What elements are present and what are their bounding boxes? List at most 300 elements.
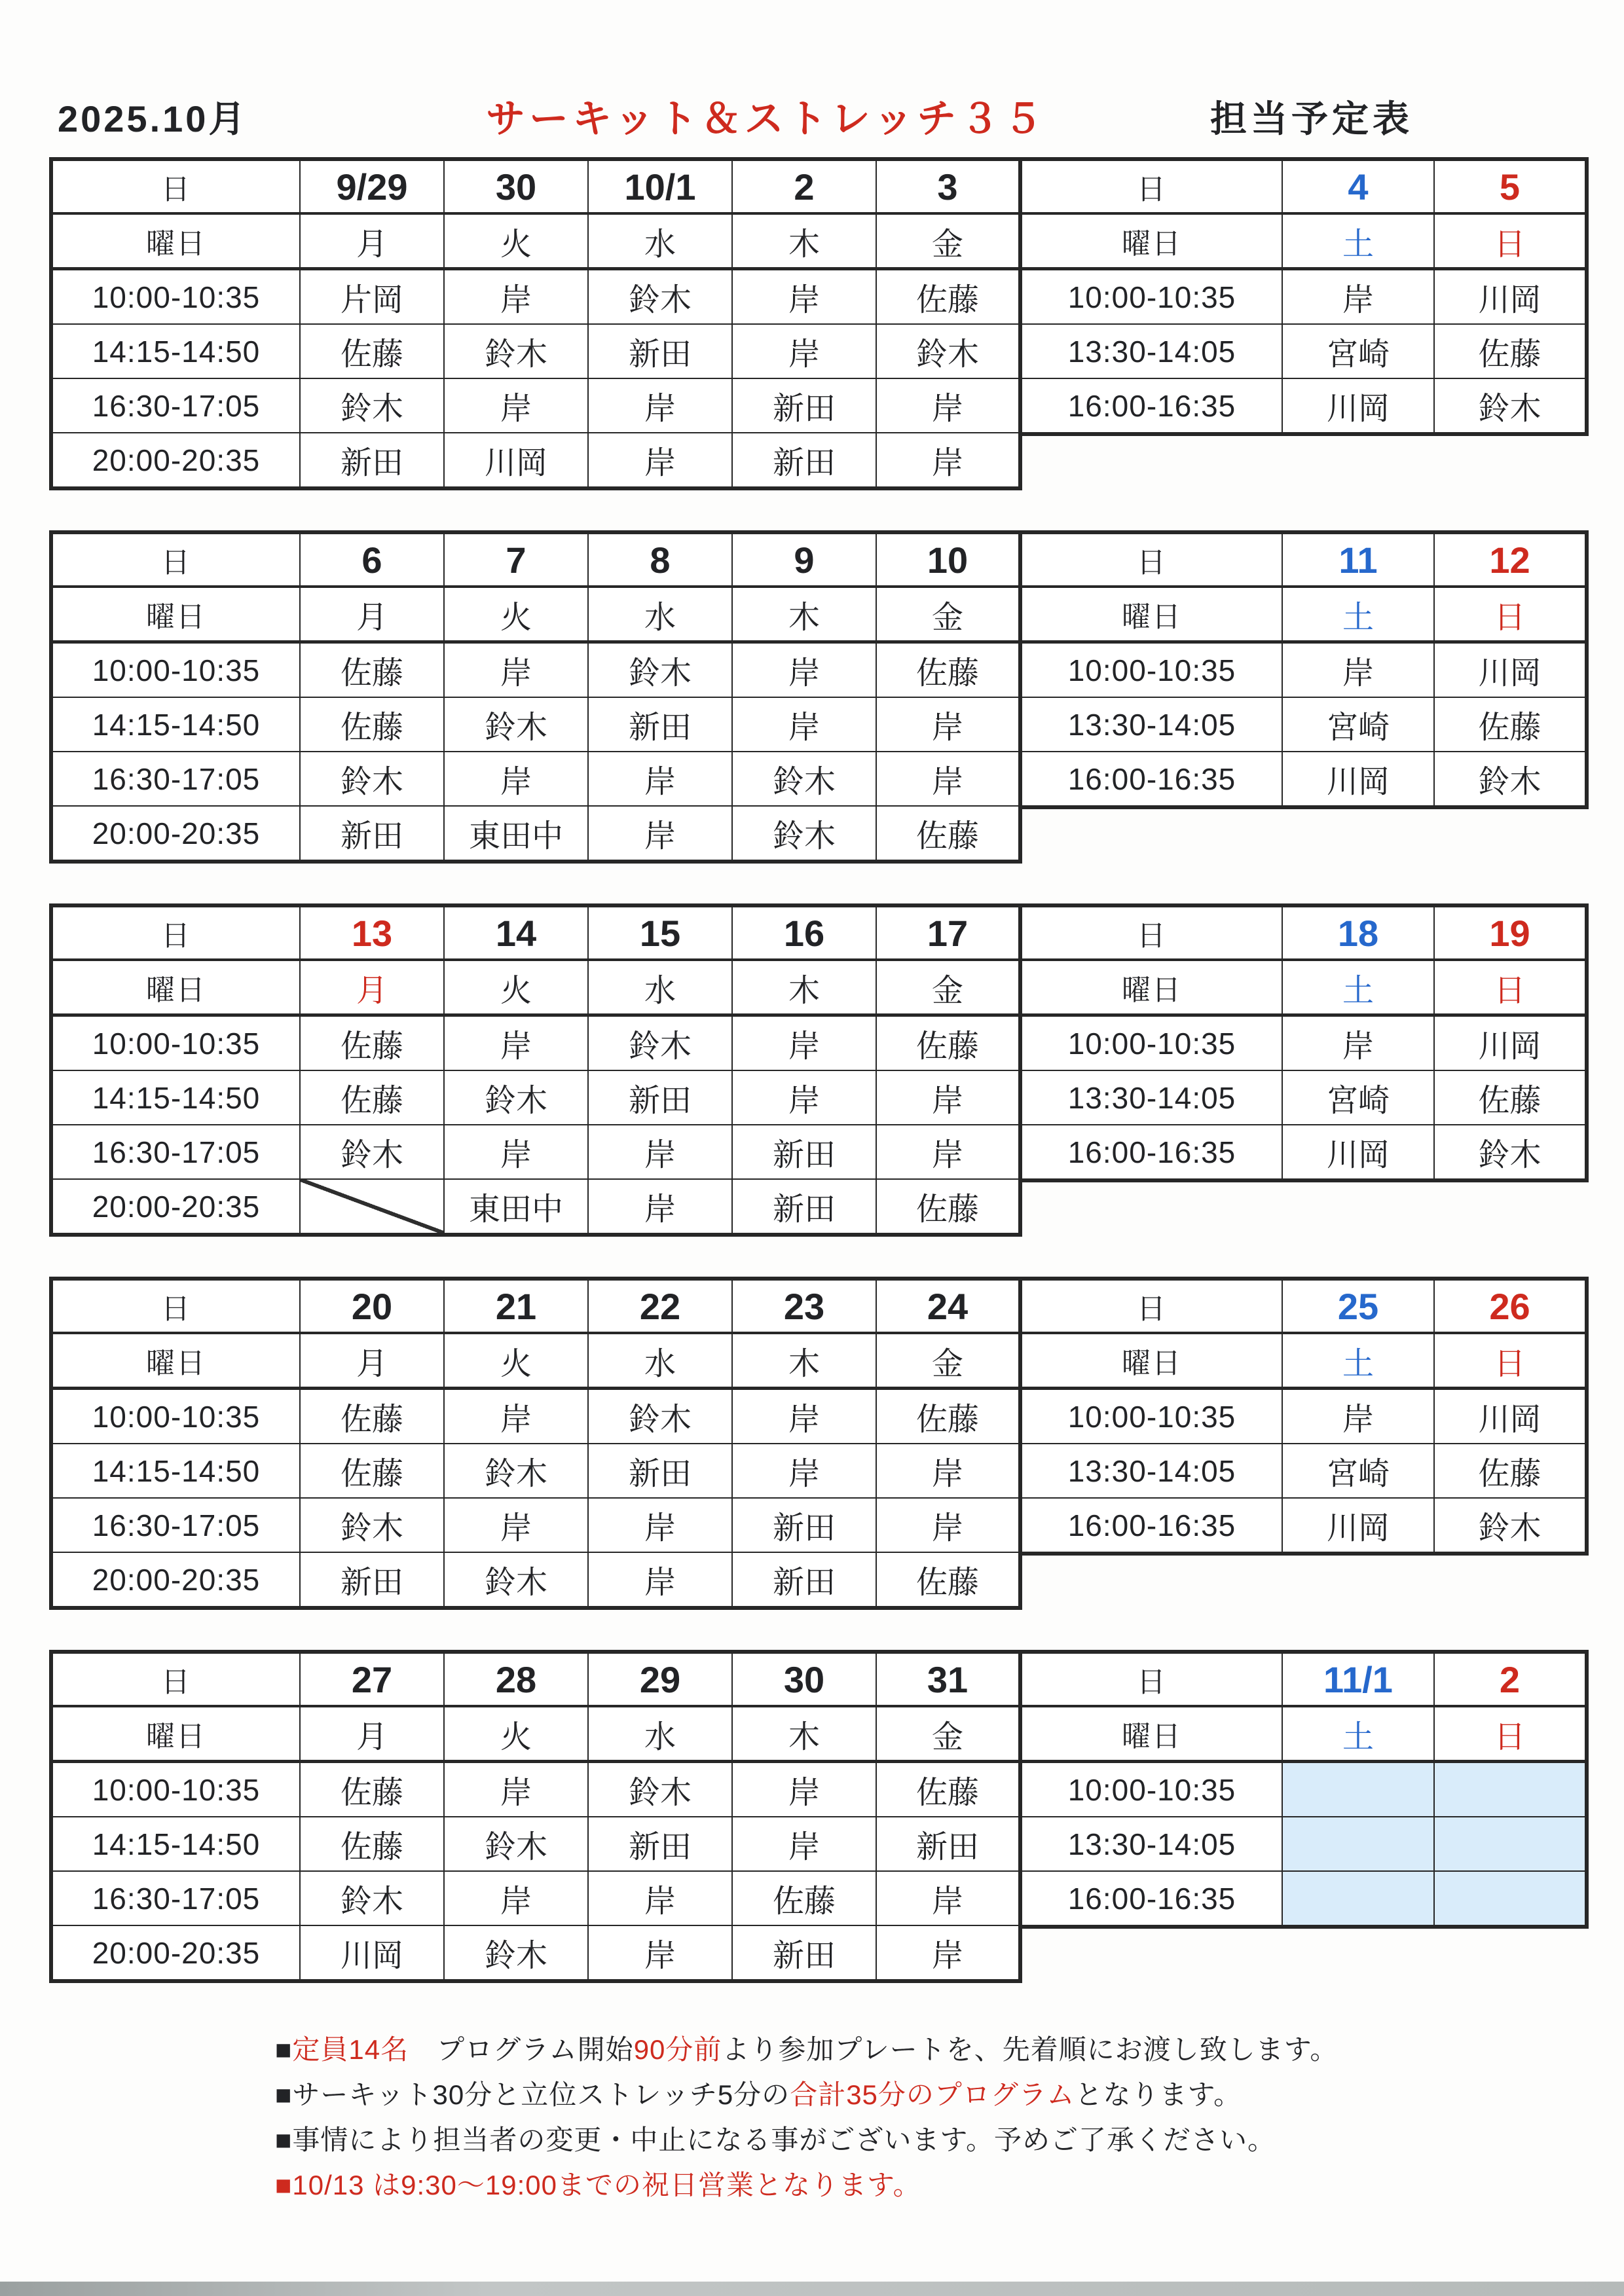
weekday-row <box>1020 587 1587 642</box>
date-cell: 26 <box>1434 1279 1587 1333</box>
staff-cell: 佐藤 <box>876 269 1020 325</box>
time-row <box>51 1498 1020 1552</box>
date-cell: 9/29 <box>300 159 444 213</box>
week-3-right-table <box>1018 903 1589 1182</box>
staff-cell: 佐藤 <box>300 1444 444 1498</box>
staff-cell: 岸 <box>732 324 876 378</box>
week-5-right-table <box>1018 1650 1589 1929</box>
date-cell: 31 <box>876 1652 1020 1706</box>
date-row <box>1020 1279 1587 1333</box>
time-slot-cell: 20:00-20:35 <box>51 1179 300 1235</box>
weekday-cell: 木 <box>732 213 876 269</box>
date-row <box>1020 532 1587 587</box>
date-cell: 13 <box>300 905 444 960</box>
weekday-cell: 火 <box>444 213 588 269</box>
time-row <box>1020 1015 1587 1071</box>
staff-cell: 鈴木 <box>300 1498 444 1552</box>
weekday-row <box>1020 1706 1587 1762</box>
date-row-label: 日 <box>51 532 300 587</box>
time-slot-cell: 14:15-14:50 <box>51 697 300 752</box>
cancelled-cell <box>300 1179 444 1235</box>
staff-cell: 岸 <box>732 1015 876 1071</box>
weekday-cell: 日 <box>1434 213 1587 269</box>
time-row <box>51 1762 1020 1817</box>
date-cell: 17 <box>876 905 1020 960</box>
date-cell: 11 <box>1282 532 1434 587</box>
staff-cell: 宮崎 <box>1282 697 1434 752</box>
time-slot-cell: 16:00-16:35 <box>1020 378 1282 434</box>
empty-cell <box>1434 1871 1587 1927</box>
staff-cell: 鈴木 <box>300 1125 444 1179</box>
date-cell: 28 <box>444 1652 588 1706</box>
staff-cell: 川岡 <box>1282 378 1434 434</box>
staff-cell: 新田 <box>300 1552 444 1608</box>
date-row-label: 日 <box>51 159 300 213</box>
date-row-label: 日 <box>51 1279 300 1333</box>
staff-cell: 新田 <box>588 697 732 752</box>
note-text-segment: 合計35分のプログラム <box>790 2079 1075 2110</box>
date-row <box>51 532 1020 587</box>
staff-cell: 岸 <box>588 433 732 488</box>
date-cell: 19 <box>1434 905 1587 960</box>
time-slot-cell: 10:00-10:35 <box>1020 1015 1282 1071</box>
staff-cell: 宮崎 <box>1282 1444 1434 1498</box>
note-text-segment: 90分前 <box>633 2034 722 2065</box>
staff-cell: 岸 <box>444 1389 588 1444</box>
staff-cell: 新田 <box>588 1070 732 1125</box>
week-4-block <box>49 1277 1585 1600</box>
weekday-row <box>51 587 1020 642</box>
weekday-cell: 木 <box>732 960 876 1015</box>
weekday-cell: 金 <box>876 1706 1020 1762</box>
staff-cell: 佐藤 <box>300 1389 444 1444</box>
weekday-row-label: 曜日 <box>1020 960 1282 1015</box>
date-row-label: 日 <box>1020 905 1282 960</box>
staff-cell: 岸 <box>732 1817 876 1871</box>
staff-cell: 岸 <box>876 433 1020 488</box>
staff-cell: 岸 <box>588 1871 732 1925</box>
weekday-cell: 月 <box>300 960 444 1015</box>
staff-cell: 新田 <box>588 1444 732 1498</box>
staff-cell: 鈴木 <box>588 269 732 325</box>
staff-cell: 川岡 <box>1434 1015 1587 1071</box>
staff-cell: 鈴木 <box>588 642 732 698</box>
time-slot-cell: 14:15-14:50 <box>51 1070 300 1125</box>
note-text-segment: ■10/13 は9:30～19:00までの祝日営業となります。 <box>275 2170 921 2200</box>
time-row <box>1020 1762 1587 1817</box>
staff-cell: 新田 <box>732 1552 876 1608</box>
date-cell: 16 <box>732 905 876 960</box>
staff-cell: 川岡 <box>1434 1389 1587 1444</box>
note-line-3 <box>275 2117 1559 2162</box>
header-subtitle: 担当予定表 <box>1210 98 1413 139</box>
time-row <box>51 1817 1020 1871</box>
staff-cell: 鈴木 <box>444 1817 588 1871</box>
time-row <box>1020 1444 1587 1498</box>
time-row <box>51 806 1020 862</box>
date-cell: 10 <box>876 532 1020 587</box>
weekday-cell: 月 <box>300 587 444 642</box>
weekday-row-label: 曜日 <box>1020 1706 1282 1762</box>
staff-cell: 鈴木 <box>1434 378 1587 434</box>
staff-cell: 佐藤 <box>1434 697 1587 752</box>
staff-cell: 岸 <box>876 1925 1020 1981</box>
staff-cell: 鈴木 <box>1434 1498 1587 1554</box>
page-title: サーキット＆ストレッチ３５ <box>486 97 1047 141</box>
staff-cell: 佐藤 <box>876 1179 1020 1235</box>
staff-cell: 川岡 <box>444 433 588 488</box>
staff-cell: 岸 <box>444 378 588 433</box>
weekday-cell: 水 <box>588 960 732 1015</box>
staff-cell: 岸 <box>588 1552 732 1608</box>
date-cell: 4 <box>1282 159 1434 213</box>
staff-cell: 東田中 <box>444 1179 588 1235</box>
staff-cell: 鈴木 <box>588 1762 732 1817</box>
staff-cell: 鈴木 <box>1434 1125 1587 1180</box>
date-cell: 10/1 <box>588 159 732 213</box>
weekday-cell: 日 <box>1434 1706 1587 1762</box>
note-text-segment: より参加プレートを、先着順にお渡し致します。 <box>722 2034 1338 2065</box>
time-row <box>1020 324 1587 378</box>
staff-cell: 岸 <box>444 269 588 325</box>
weekday-cell: 日 <box>1434 1333 1587 1389</box>
time-row <box>51 1070 1020 1125</box>
staff-cell: 佐藤 <box>300 1015 444 1071</box>
weekday-row-label: 曜日 <box>51 1333 300 1389</box>
staff-cell: 岸 <box>444 1498 588 1552</box>
staff-cell: 新田 <box>732 1125 876 1179</box>
date-cell: 5 <box>1434 159 1587 213</box>
weekday-cell: 土 <box>1282 960 1434 1015</box>
staff-cell: 川岡 <box>1282 752 1434 807</box>
staff-cell: 鈴木 <box>1434 752 1587 807</box>
staff-cell: 佐藤 <box>300 697 444 752</box>
date-row-label: 日 <box>1020 1652 1282 1706</box>
staff-cell: 岸 <box>588 1925 732 1981</box>
staff-cell: 鈴木 <box>444 1552 588 1608</box>
time-row <box>1020 1125 1587 1180</box>
time-row <box>51 1444 1020 1498</box>
staff-cell: 岸 <box>444 1871 588 1925</box>
date-row <box>51 1652 1020 1706</box>
staff-cell: 佐藤 <box>876 1389 1020 1444</box>
time-row <box>51 1389 1020 1444</box>
time-slot-cell: 13:30-14:05 <box>1020 1070 1282 1125</box>
time-row <box>1020 697 1587 752</box>
time-slot-cell: 16:30-17:05 <box>51 1125 300 1179</box>
weekday-cell: 月 <box>300 1706 444 1762</box>
staff-cell: 岸 <box>732 642 876 698</box>
weekday-row-label: 曜日 <box>51 1706 300 1762</box>
weekday-cell: 水 <box>588 587 732 642</box>
staff-cell: 鈴木 <box>300 378 444 433</box>
time-slot-cell: 10:00-10:35 <box>51 1015 300 1071</box>
staff-cell: 佐藤 <box>300 1817 444 1871</box>
weekday-cell: 土 <box>1282 213 1434 269</box>
date-row <box>1020 159 1587 213</box>
time-slot-cell: 13:30-14:05 <box>1020 697 1282 752</box>
weekday-cell: 金 <box>876 960 1020 1015</box>
empty-cell <box>1282 1762 1434 1817</box>
weekday-row-label: 曜日 <box>1020 213 1282 269</box>
staff-cell: 新田 <box>732 1498 876 1552</box>
date-cell: 24 <box>876 1279 1020 1333</box>
weekday-cell: 水 <box>588 1333 732 1389</box>
week-4-left-table <box>49 1277 1022 1610</box>
time-slot-cell: 10:00-10:35 <box>51 269 300 325</box>
staff-cell: 岸 <box>1282 1389 1434 1444</box>
date-cell: 27 <box>300 1652 444 1706</box>
time-slot-cell: 14:15-14:50 <box>51 324 300 378</box>
note-line-4 <box>275 2162 1559 2208</box>
date-cell: 29 <box>588 1652 732 1706</box>
time-row <box>1020 378 1587 434</box>
weekday-cell: 月 <box>300 1333 444 1389</box>
staff-cell: 岸 <box>732 697 876 752</box>
date-cell: 11/1 <box>1282 1652 1434 1706</box>
staff-cell: 岸 <box>588 1125 732 1179</box>
staff-cell: 鈴木 <box>732 806 876 862</box>
weekday-row-label: 曜日 <box>51 960 300 1015</box>
time-slot-cell: 16:00-16:35 <box>1020 1871 1282 1927</box>
staff-cell: 岸 <box>732 1389 876 1444</box>
time-row <box>1020 752 1587 807</box>
date-cell: 25 <box>1282 1279 1434 1333</box>
staff-cell: 佐藤 <box>1434 1070 1587 1125</box>
staff-cell: 佐藤 <box>876 806 1020 862</box>
time-slot-cell: 13:30-14:05 <box>1020 1817 1282 1871</box>
staff-cell: 岸 <box>444 1015 588 1071</box>
staff-cell: 岸 <box>588 1179 732 1235</box>
date-cell: 30 <box>444 159 588 213</box>
staff-cell: 新田 <box>732 1179 876 1235</box>
date-cell: 30 <box>732 1652 876 1706</box>
weekday-row-label: 曜日 <box>51 213 300 269</box>
weekday-cell: 金 <box>876 213 1020 269</box>
date-cell: 7 <box>444 532 588 587</box>
staff-cell: 鈴木 <box>300 752 444 806</box>
staff-cell: 岸 <box>876 378 1020 433</box>
empty-cell <box>1434 1817 1587 1871</box>
staff-cell: 岸 <box>876 1125 1020 1179</box>
date-cell: 22 <box>588 1279 732 1333</box>
staff-cell: 新田 <box>588 324 732 378</box>
empty-cell <box>1282 1817 1434 1871</box>
staff-cell: 新田 <box>588 1817 732 1871</box>
date-cell: 21 <box>444 1279 588 1333</box>
week-4-right-table <box>1018 1277 1589 1556</box>
time-slot-cell: 20:00-20:35 <box>51 1552 300 1608</box>
date-cell: 6 <box>300 532 444 587</box>
time-row <box>51 1871 1020 1925</box>
date-cell: 3 <box>876 159 1020 213</box>
staff-cell: 岸 <box>588 752 732 806</box>
date-row-label: 日 <box>51 905 300 960</box>
staff-cell: 岸 <box>444 1762 588 1817</box>
date-row <box>51 1279 1020 1333</box>
time-slot-cell: 16:00-16:35 <box>1020 752 1282 807</box>
date-cell: 23 <box>732 1279 876 1333</box>
staff-cell: 佐藤 <box>876 1762 1020 1817</box>
staff-cell: 佐藤 <box>876 642 1020 698</box>
staff-cell: 岸 <box>588 378 732 433</box>
note-line-1 <box>275 2027 1559 2072</box>
staff-cell: 岸 <box>588 806 732 862</box>
weekday-cell: 日 <box>1434 960 1587 1015</box>
staff-cell: 岸 <box>876 1444 1020 1498</box>
weekday-cell: 木 <box>732 587 876 642</box>
week-1-left-table <box>49 157 1022 490</box>
time-row <box>1020 642 1587 698</box>
weekday-row <box>1020 213 1587 269</box>
staff-cell: 鈴木 <box>444 1925 588 1981</box>
weekday-cell: 水 <box>588 1706 732 1762</box>
date-cell: 2 <box>732 159 876 213</box>
time-slot-cell: 10:00-10:35 <box>51 1762 300 1817</box>
staff-cell: 岸 <box>876 1871 1020 1925</box>
staff-cell: 岸 <box>876 1498 1020 1552</box>
staff-cell: 鈴木 <box>444 324 588 378</box>
time-row <box>51 1125 1020 1179</box>
staff-cell: 鈴木 <box>876 324 1020 378</box>
staff-cell: 鈴木 <box>588 1389 732 1444</box>
staff-cell: 川岡 <box>300 1925 444 1981</box>
time-slot-cell: 20:00-20:35 <box>51 806 300 862</box>
time-row <box>51 642 1020 698</box>
staff-cell: 佐藤 <box>300 324 444 378</box>
note-text-segment: 定員14名 <box>292 2034 409 2065</box>
week-2-block <box>49 530 1585 854</box>
time-row <box>1020 1389 1587 1444</box>
date-cell: 20 <box>300 1279 444 1333</box>
staff-cell: 東田中 <box>444 806 588 862</box>
weekday-row <box>1020 960 1587 1015</box>
staff-cell: 岸 <box>732 269 876 325</box>
date-cell: 15 <box>588 905 732 960</box>
time-row <box>51 1552 1020 1608</box>
date-cell: 2 <box>1434 1652 1587 1706</box>
staff-cell: 川岡 <box>1434 269 1587 325</box>
time-slot-cell: 16:30-17:05 <box>51 1498 300 1552</box>
time-row <box>1020 1871 1587 1927</box>
weekday-row-label: 曜日 <box>1020 1333 1282 1389</box>
staff-cell: 岸 <box>876 752 1020 806</box>
weekday-cell: 金 <box>876 1333 1020 1389</box>
time-slot-cell: 10:00-10:35 <box>51 642 300 698</box>
time-slot-cell: 16:30-17:05 <box>51 752 300 806</box>
week-5-left-table <box>49 1650 1022 1983</box>
staff-cell: 岸 <box>876 697 1020 752</box>
time-row <box>1020 1498 1587 1554</box>
staff-cell: 鈴木 <box>444 697 588 752</box>
time-slot-cell: 14:15-14:50 <box>51 1817 300 1871</box>
weekday-cell: 月 <box>300 213 444 269</box>
time-slot-cell: 13:30-14:05 <box>1020 1444 1282 1498</box>
weekday-cell: 木 <box>732 1333 876 1389</box>
note-text-segment: ■サーキット30分と立位ストレッチ5分の <box>275 2079 790 2110</box>
note-text-segment: ■ <box>275 2034 293 2065</box>
time-row <box>1020 1070 1587 1125</box>
weekday-row-label: 曜日 <box>51 587 300 642</box>
time-row <box>51 378 1020 433</box>
date-cell: 12 <box>1434 532 1587 587</box>
staff-cell: 岸 <box>444 752 588 806</box>
staff-cell: 新田 <box>300 806 444 862</box>
staff-cell: 岸 <box>1282 1015 1434 1071</box>
weekday-row-label: 曜日 <box>1020 587 1282 642</box>
weekday-cell: 火 <box>444 1706 588 1762</box>
staff-cell: 岸 <box>588 1498 732 1552</box>
time-slot-cell: 20:00-20:35 <box>51 1925 300 1981</box>
week-1-block <box>49 157 1585 481</box>
staff-cell: 佐藤 <box>300 1762 444 1817</box>
note-text-segment: プログラム開始 <box>409 2034 634 2065</box>
staff-cell: 佐藤 <box>732 1871 876 1925</box>
time-slot-cell: 16:30-17:05 <box>51 378 300 433</box>
time-row <box>51 324 1020 378</box>
staff-cell: 鈴木 <box>444 1444 588 1498</box>
time-slot-cell: 10:00-10:35 <box>51 1389 300 1444</box>
staff-cell: 佐藤 <box>300 1070 444 1125</box>
date-row-label: 日 <box>51 1652 300 1706</box>
date-row-label: 日 <box>1020 532 1282 587</box>
weekday-row <box>51 960 1020 1015</box>
date-row <box>51 905 1020 960</box>
date-cell: 14 <box>444 905 588 960</box>
staff-cell: 宮崎 <box>1282 1070 1434 1125</box>
staff-cell: 新田 <box>732 378 876 433</box>
weekday-cell: 土 <box>1282 1706 1434 1762</box>
time-slot-cell: 20:00-20:35 <box>51 433 300 488</box>
weekday-cell: 土 <box>1282 587 1434 642</box>
time-slot-cell: 10:00-10:35 <box>1020 1389 1282 1444</box>
time-row <box>51 1015 1020 1071</box>
time-row <box>51 269 1020 325</box>
note-line-2 <box>275 2072 1559 2117</box>
week-3-block <box>49 903 1585 1227</box>
time-row <box>1020 269 1587 325</box>
time-slot-cell: 14:15-14:50 <box>51 1444 300 1498</box>
empty-cell <box>1282 1871 1434 1927</box>
empty-cell <box>1434 1762 1587 1817</box>
time-row <box>51 697 1020 752</box>
note-text-segment: となります。 <box>1075 2079 1242 2110</box>
scan-artifact-bottom <box>0 2282 1624 2296</box>
date-cell: 8 <box>588 532 732 587</box>
staff-cell: 川岡 <box>1282 1498 1434 1554</box>
week-2-left-table <box>49 530 1022 864</box>
weekday-row <box>51 213 1020 269</box>
staff-cell: 鈴木 <box>588 1015 732 1071</box>
staff-cell: 岸 <box>1282 642 1434 698</box>
staff-cell: 岸 <box>876 1070 1020 1125</box>
weekday-cell: 土 <box>1282 1333 1434 1389</box>
staff-cell: 鈴木 <box>444 1070 588 1125</box>
staff-cell: 岸 <box>444 642 588 698</box>
staff-cell: 佐藤 <box>300 642 444 698</box>
weekday-cell: 金 <box>876 587 1020 642</box>
time-row <box>51 1925 1020 1981</box>
staff-cell: 佐藤 <box>876 1015 1020 1071</box>
staff-cell: 佐藤 <box>1434 1444 1587 1498</box>
weekday-cell: 水 <box>588 213 732 269</box>
staff-cell: 新田 <box>300 433 444 488</box>
staff-cell: 宮崎 <box>1282 324 1434 378</box>
weekday-cell: 日 <box>1434 587 1587 642</box>
date-row-label: 日 <box>1020 159 1282 213</box>
week-3-left-table <box>49 903 1022 1237</box>
weekday-row <box>51 1333 1020 1389</box>
